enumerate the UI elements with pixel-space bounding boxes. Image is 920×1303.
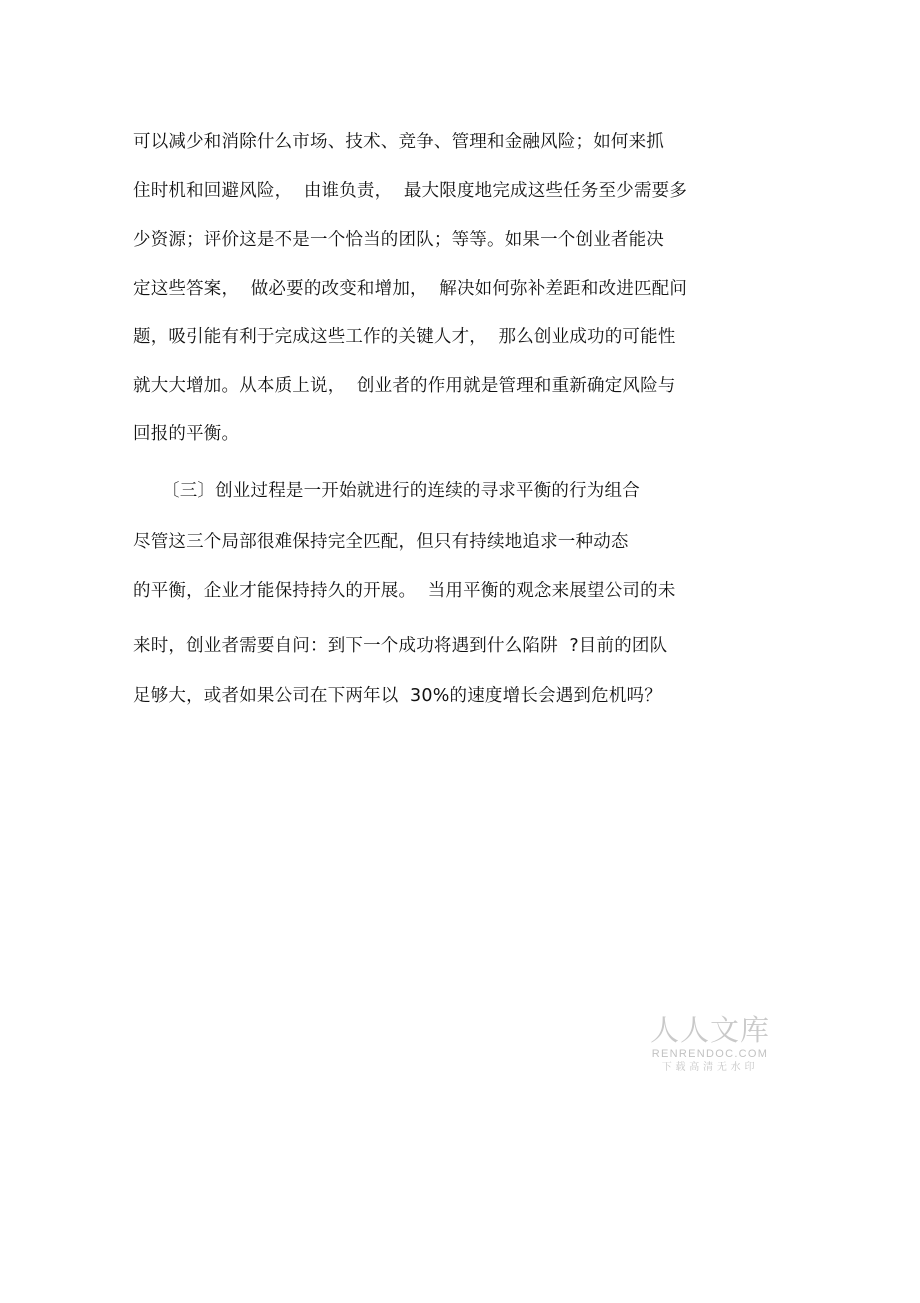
paragraph-line: 就大大增加。从本质上说， 创业者的作用就是管理和重新确定风险与 — [133, 376, 676, 396]
section-heading: 〔三〕创业过程是一开始就进行的连续的寻求平衡的行为组合 — [162, 481, 640, 501]
paragraph-line: 足够大，或者如果公司在下两年以 30%的速度增长会遇到危机吗？ — [133, 686, 662, 706]
paragraph-line: 来时，创业者需要自问：到下一个成功将遇到什么陷阱 ?目前的团队 — [133, 636, 668, 656]
paragraph-line: 回报的平衡。 — [133, 424, 240, 444]
paragraph-line: 可以减少和消除什么市场、技术、竞争、管理和金融风险；如何来抓 — [133, 132, 664, 152]
paragraph-line: 少资源；评价这是不是一个恰当的团队；等等。如果一个创业者能决 — [133, 230, 664, 250]
watermark-subtitle: 下载高清无水印 — [661, 1062, 759, 1073]
paragraph-line: 题，吸引能有利于完成这些工作的关键人才， 那么创业成功的可能性 — [133, 327, 676, 347]
paragraph-line: 的平衡，企业才能保持持久的开展。 当用平衡的观念来展望公司的未 — [133, 581, 676, 601]
watermark-domain: RENRENDOC.COM — [651, 1048, 769, 1060]
paragraph-line: 住时机和回避风险， 由谁负责， 最大限度地完成这些任务至少需要多 — [133, 181, 688, 201]
watermark-title: 人人文库 — [649, 1013, 770, 1047]
paragraph-line: 定这些答案， 做必要的改变和增加， 解决如何弥补差距和改进匹配问 — [133, 279, 688, 299]
paragraph-line: 尽管这三个局部很难保持完全匹配，但只有持续地追求一种动态 — [133, 532, 629, 552]
watermark-logo — [648, 1013, 772, 1075]
